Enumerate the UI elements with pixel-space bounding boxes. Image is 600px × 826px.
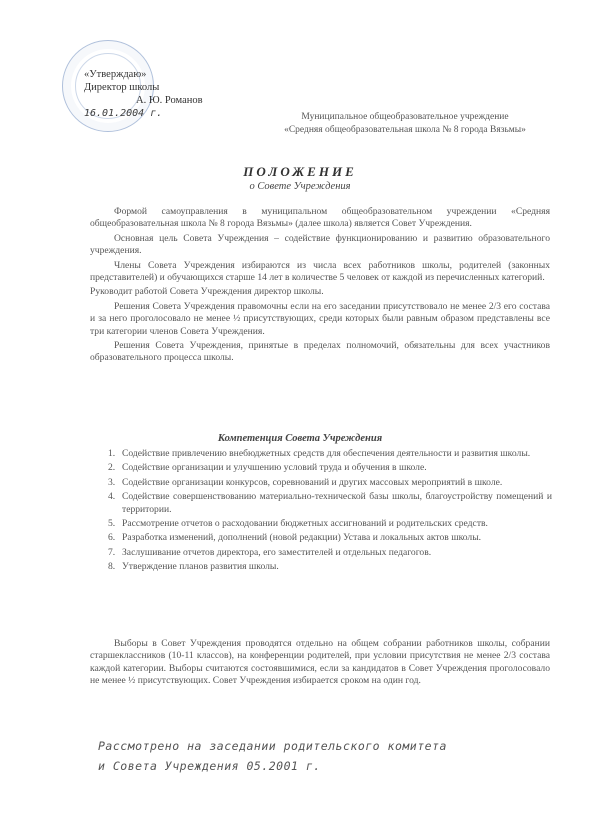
list-item <box>108 477 552 489</box>
approval-block <box>84 68 244 120</box>
paragraph: Руководит работой Совета Учреждения директор школы. <box>90 286 324 298</box>
handwritten-line2: и Совета Учреждения 05.2001 г. <box>98 759 321 773</box>
paragraph: Основная цель Совета Учреждения – содействие функционированию и развитию образовательного учреждения. <box>90 232 550 257</box>
list-item <box>108 491 552 516</box>
list-item-number: 7. <box>108 546 116 558</box>
list-item-number: 6. <box>108 532 116 544</box>
paragraph: Решения Совета Учреждения правомочны если на его заседании присутствовало не менее 2/3 его состава и за него проголосовало не менее ½ присутствующих, среди которых были равным образом представлены все три категории членов Совета Учреждения. <box>90 300 550 337</box>
competence-list <box>108 448 552 576</box>
elections-section <box>90 638 550 688</box>
intro-paragraphs <box>90 206 550 367</box>
list-item-text: Утверждение планов развития школы. <box>122 561 279 573</box>
handwritten-line1: Рассмотрено на заседании родительского комитета <box>98 739 447 753</box>
list-item-text: Рассмотрение отчетов о расходовании бюджетных ассигнований и родительских средств. <box>122 518 488 530</box>
list-item <box>108 448 552 460</box>
handwritten-note <box>98 736 568 776</box>
list-item-text: Заслушивание отчетов директора, его заместителей и отдельных педагогов. <box>122 546 432 558</box>
list-item <box>108 462 552 474</box>
institution-line1: Муниципальное общеобразовательное учреждение <box>301 112 509 122</box>
approval-line1: «Утверждаю» <box>84 69 147 80</box>
institution-line2: «Средняя общеобразовательная школа № 8 города Вязьмы» <box>284 125 526 135</box>
list-item-number: 5. <box>108 518 116 530</box>
list-item <box>108 561 552 573</box>
list-item-number: 3. <box>108 476 116 488</box>
list-item-number: 1. <box>108 448 116 459</box>
document-subtitle: о Совете Учреждения <box>249 181 351 192</box>
list-item-text: Содействие совершенствованию материально-технической базы школы, благоустройству помещений и территории. <box>122 491 552 515</box>
paragraph: Решения Совета Учреждения, принятые в пределах полномочий, обязательны для всех участников образовательного процесса школы. <box>90 340 550 364</box>
list-item <box>108 547 552 559</box>
paragraph: Формой самоуправления в муниципальном общеобразовательном учреждении «Средняя общеобразовательная школа № 8 города Вязьмы» (далее школа) является Совет Учреждения. <box>90 206 550 230</box>
list-item-number: 2. <box>108 462 116 474</box>
list-item-text: Содействие привлечению внебюджетных средств для обеспечения деятельности и развития школы. <box>122 448 531 459</box>
document-title: ПОЛОЖЕНИЕ <box>243 164 357 179</box>
approval-line3: А. Ю. Романов <box>136 95 203 106</box>
institution-header <box>250 111 560 137</box>
approval-line2: Директор школы <box>84 82 160 93</box>
list-item-number: 8. <box>108 561 116 573</box>
approval-date: 16.01.2004 г. <box>84 108 163 119</box>
paragraph: Члены Совета Учреждения избираются из числа всех работников школы, родителей (законных представителей) и обучающихся старше 14 лет в количестве 5 человек от каждой из перечисленных категорий. <box>90 259 550 284</box>
list-item-number: 4. <box>108 491 116 503</box>
list-item-text: Содействие организации и улучшению условий труда и обучения в школе. <box>122 462 427 474</box>
list-item-text: Содействие организации конкурсов, соревнований и других массовых мероприятий в школе. <box>122 476 503 488</box>
elections-paragraph: Выборы в Совет Учреждения проводятся отдельно на общем собрании работников школы, собрании старшеклассников (10-11 классов), на конференции родителей, при условии присутствия не менее 2/3 состава каждой категории. Выборы считаются состоявшимися, если за кандидатов в Совет Учреждения проголосовало не менее ½ присутствующих. Совет Учреждения избирается сроком на один год. <box>90 638 550 687</box>
competence-heading: Компетенция Совета Учреждения <box>217 433 383 444</box>
list-item <box>108 532 552 544</box>
list-item <box>108 518 552 530</box>
list-item-text: Разработка изменений, дополнений (новой редакции) Устава и локальных актов школы. <box>122 532 482 544</box>
